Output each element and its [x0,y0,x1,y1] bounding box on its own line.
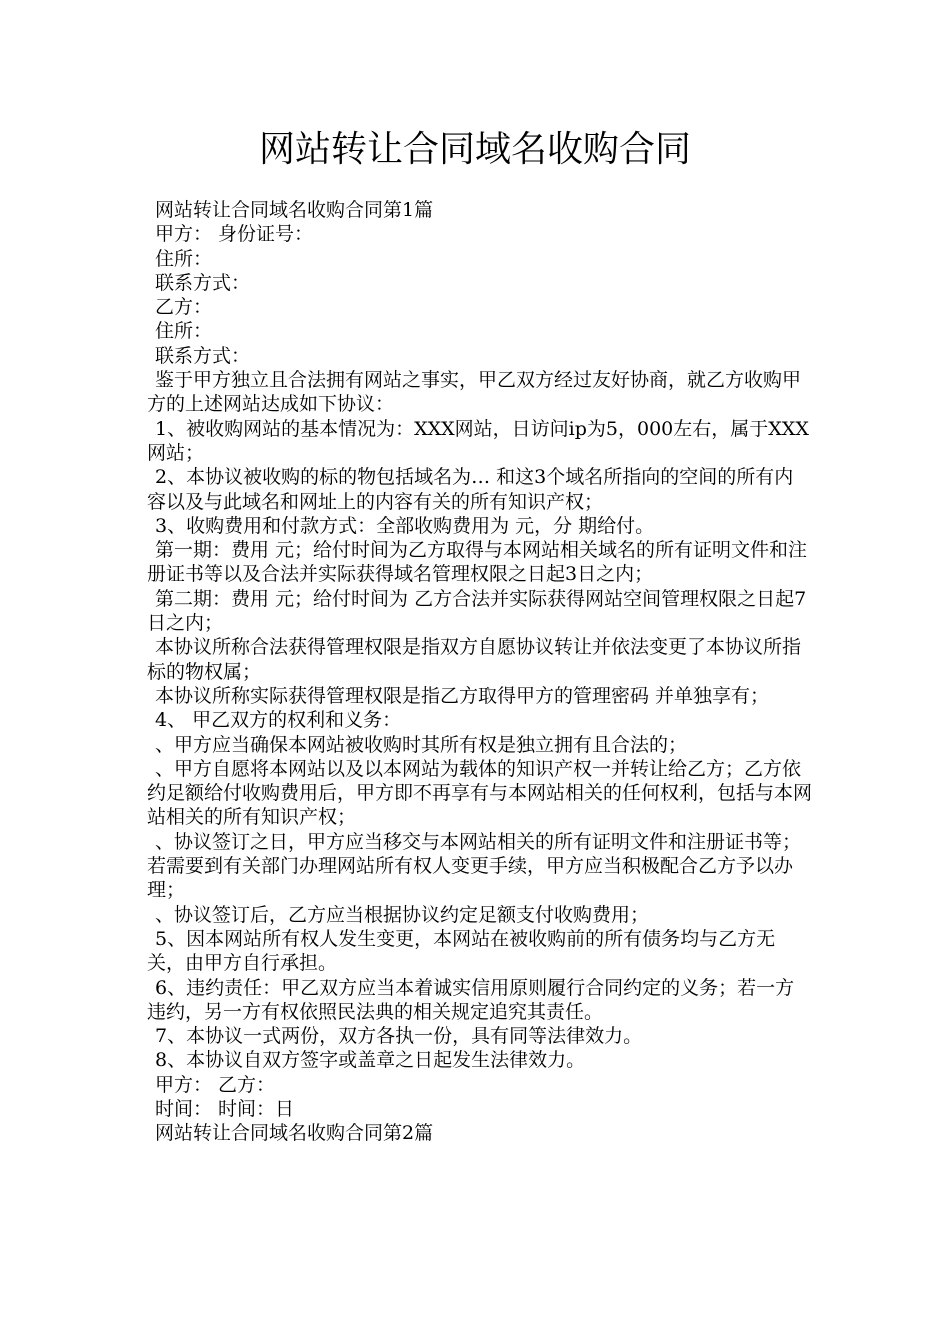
paragraph: 第一期：费用 元；给付时间为乙方取得与本网站相关域名的所有证明文件和注册证书等以及合法并实际获得域名管理权限之日起3日之内； [147,539,808,586]
paragraph: 网站转让合同域名收购合同第1篇 [155,199,434,221]
paragraph: 甲方： 身份证号： [155,223,314,246]
document-body [147,198,812,1146]
paragraph: 住所： [155,320,213,343]
paragraph: 本协议所称实际获得管理权限是指乙方取得甲方的管理密码 并单独享有； [155,684,770,707]
paragraph: 本协议所称合法获得管理权限是指双方自愿协议转让并依法变更了本协议所指标的物权属； [147,636,802,683]
paragraph: 3、收购费用和付款方式：全部收购费用为 元，分 期给付。 [155,514,655,537]
paragraph: 、协议签订后，乙方应当根据协议约定足额支付收购费用； [155,903,650,926]
paragraph: 1、被收购网站的基本情况为：XXX网站，日访问ip为5，000左右，属于XXX网站； [147,417,809,464]
paragraph: 时间： 时间：日 [155,1097,295,1120]
paragraph: 6、违约责任：甲乙双方应当本着诚实信用原则履行合同约定的义务；若一方违约，另一方有权依照民法典的相关规定追究其责任。 [147,976,795,1023]
paragraph: 网站转让合同域名收购合同第2篇 [155,1122,434,1145]
paragraph: 联系方式： [155,344,251,367]
paragraph: 2、本协议被收购的标的物包括域名为… 和这3个域名所指向的空间的所有内容以及与此域名和网址上的内容有关的所有知识产权； [147,466,794,513]
paragraph: 4、 甲乙双方的权利和义务： [155,709,402,732]
paragraph: 、甲方自愿将本网站以及以本网站为载体的知识产权一并转让给乙方；乙方依约足额给付收购费用后，甲方即不再享有与本网站相关的任何权利，包括与本网站相关的所有知识产权； [147,757,813,829]
paragraph: 第二期：费用 元；给付时间为 乙方合法并实际获得网站空间管理权限之日起7日之内； [147,587,807,635]
paragraph: 7、本协议一式两份，双方各执一份，具有同等法律效力。 [155,1025,643,1048]
paragraph: 甲方： 乙方： [155,1073,276,1096]
paragraph: 、甲方应当确保本网站被收购时其所有权是独立拥有且合法的； [155,733,688,756]
paragraph: 、协议签订之日，甲方应当移交与本网站相关的所有证明文件和注册证书等；若需要到有关部门办理网站所有权人变更手续，甲方应当积极配合乙方予以办理； [147,830,802,902]
paragraph: 5、因本网站所有权人发生变更，本网站在被收购前的所有债务均与乙方无关，由甲方自行承担。 [147,927,776,975]
paragraph: 8、本协议自双方签字或盖章之日起发生法律效力。 [155,1049,586,1072]
paragraph: 联系方式： [155,271,251,294]
paragraph: 鉴于甲方独立且合法拥有网站之事实，甲乙双方经过友好协商，就乙方收购甲方的上述网站达成如下协议： [147,369,802,416]
paragraph: 乙方： [155,296,213,319]
paragraph: 住所： [155,247,213,270]
document-title: 网站转让合同域名收购合同 [258,129,691,170]
